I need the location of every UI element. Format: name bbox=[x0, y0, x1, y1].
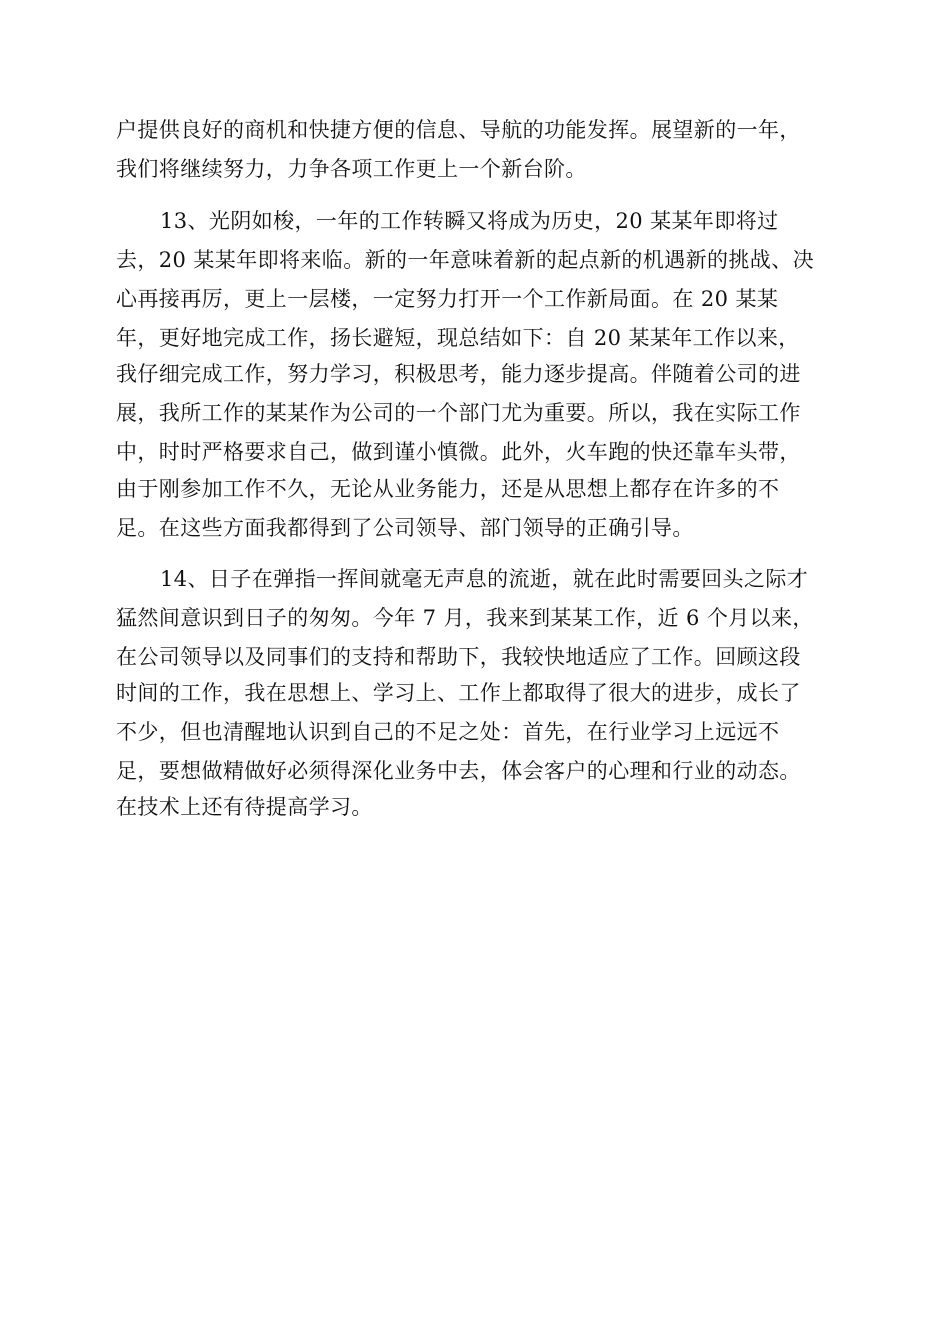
text-line: 足，要想做精做好必须得深化业务中去，体会客户的心理和行业的动态。 bbox=[116, 759, 801, 783]
text-line: 不少，但也清醒地认识到自己的不足之处：首先，在行业学习上远远不 bbox=[116, 720, 780, 744]
text-line: 足。在这些方面我都得到了公司领导、部门领导的正确引导。 bbox=[116, 516, 694, 540]
text-line: 在技术上还有待提高学习。 bbox=[116, 795, 373, 819]
text-line: 户提供良好的商机和快捷方便的信息、导航的功能发挥。展望新的一年， bbox=[116, 118, 801, 142]
text-line: 去，20 某某年即将来临。新的一年意味着新的起点新的机遇新的挑战、决 bbox=[116, 248, 814, 272]
text-line: 13、光阴如梭，一年的工作转瞬又将成为历史，20 某某年即将过 bbox=[160, 209, 779, 233]
text-line: 时间的工作，我在思想上、学习上、工作上都取得了很大的进步，成长了 bbox=[116, 681, 801, 705]
text-line: 14、日子在弹指一挥间就毫无声息的流逝，就在此时需要回头之际才 bbox=[160, 567, 809, 591]
text-line: 在公司领导以及同事们的支持和帮助下，我较快地适应了工作。回顾这段 bbox=[116, 645, 801, 669]
text-line: 由于刚参加工作不久，无论从业务能力，还是从思想上都存在许多的不 bbox=[116, 477, 780, 501]
text-line: 猛然间意识到日子的匆匆。今年 7 月，我来到某某工作，近 6 个月以来， bbox=[116, 606, 814, 630]
text-line: 心再接再厉，更上一层楼，一定努力打开一个工作新局面。在 20 某某 bbox=[116, 287, 779, 311]
text-line: 我们将继续努力，力争各项工作更上一个新台阶。 bbox=[116, 157, 587, 181]
text-line: 展，我所工作的某某作为公司的一个部门尤为重要。所以，我在实际工作 bbox=[116, 401, 801, 425]
text-line: 中，时时严格要求自己，做到谨小慎微。此外，火车跑的快还靠车头带， bbox=[116, 440, 801, 464]
text-line: 我仔细完成工作，努力学习，积极思考，能力逐步提高。伴随着公司的进 bbox=[116, 362, 801, 386]
text-line: 年，更好地完成工作，扬长避短，现总结如下：自 20 某某年工作以来， bbox=[116, 326, 800, 350]
